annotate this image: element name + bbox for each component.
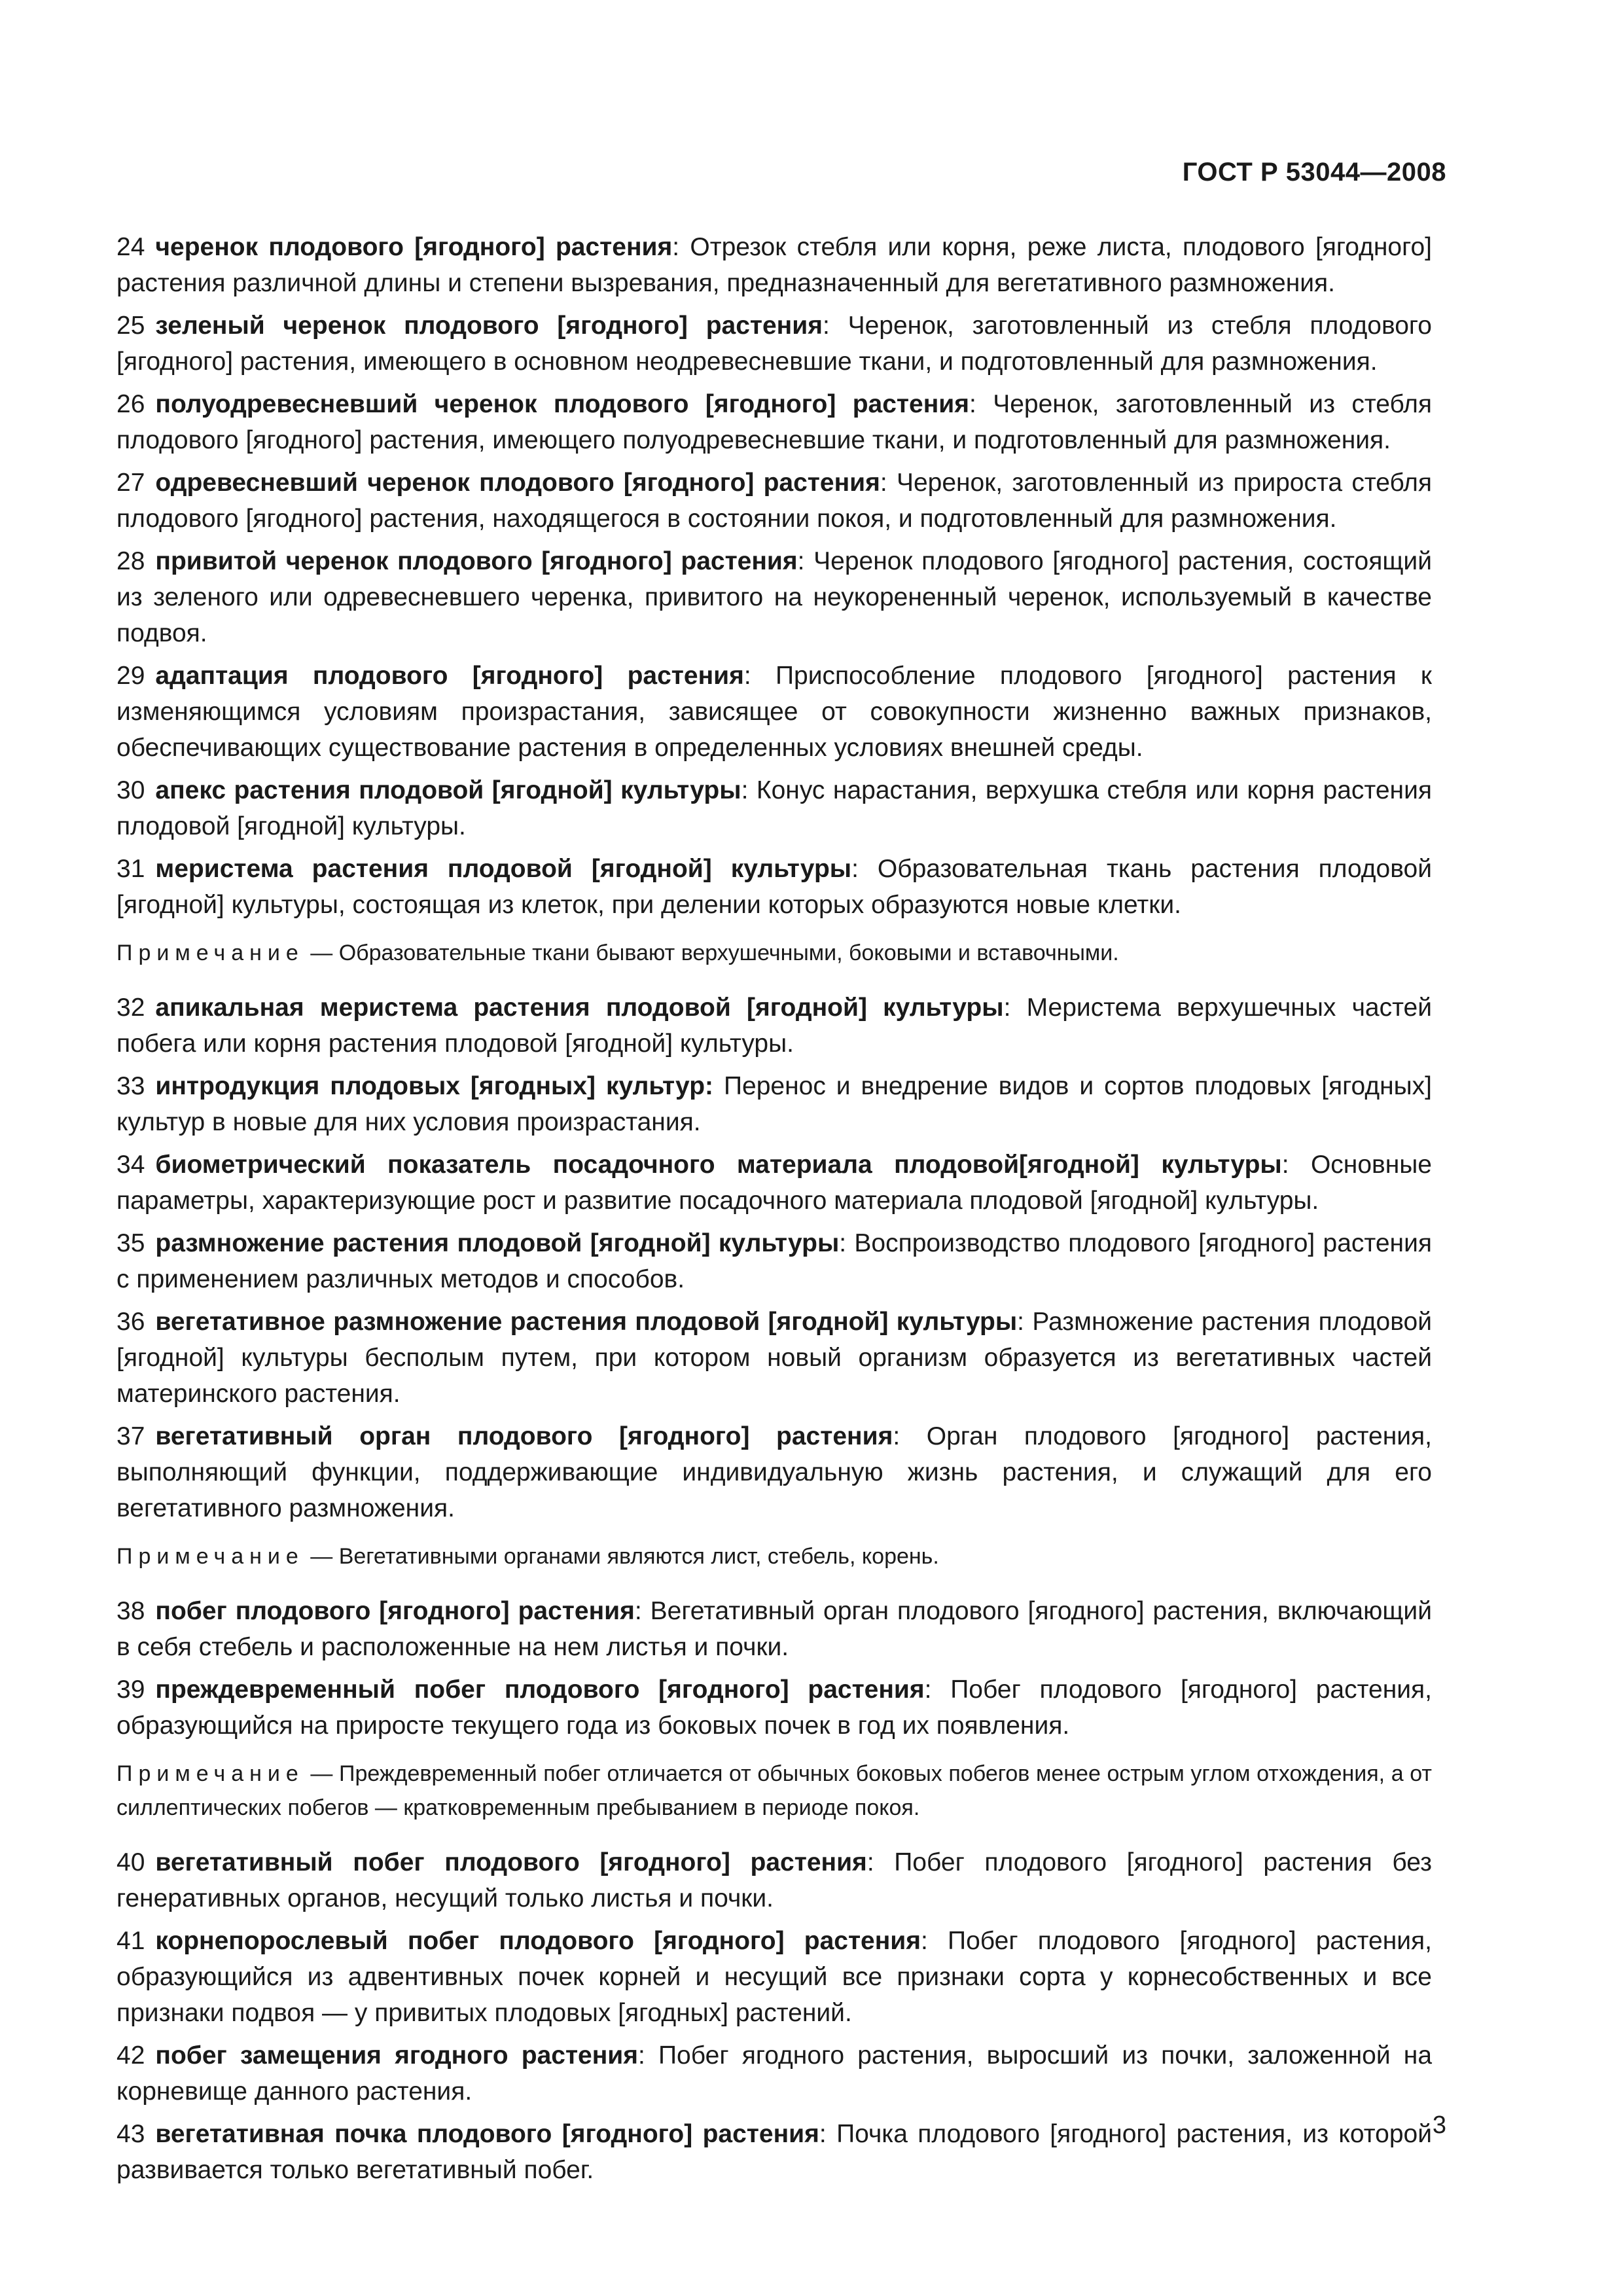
note-text: — Образовательные ткани бывают верхушечными, боковыми и вставочными. xyxy=(304,941,1119,965)
term-entry xyxy=(116,772,1432,844)
term-name: вегетативный побег плодового [ягодного] растения xyxy=(155,1848,867,1876)
term-entry xyxy=(116,990,1432,1062)
term-entry xyxy=(116,2037,1432,2109)
term-number: 37 xyxy=(116,1422,145,1450)
note-text: — Преждевременный побег отличается от обычных боковых побегов менее острым углом отхождения, а от силлептических побегов — кратковременным пребыванием в периоде покоя. xyxy=(116,1761,1432,1820)
term-definition: : Основные параметры, характеризующие рост и развитие посадочного материала плодовой [ягодной] культуры. xyxy=(116,1151,1432,1215)
term-name: интродукция плодовых [ягодных] культур: xyxy=(155,1072,714,1100)
term-number: 34 xyxy=(116,1151,145,1179)
term-definition: : Размножение растения плодовой [ягодной] культуры бесполым путем, при котором новый организм образуется из вегетативных частей материнского растения. xyxy=(116,1308,1433,1408)
term-definition: : Вегетативный орган плодового [ягодного] растения, включающий в себя стебель и расположенные на нем листья и почки. xyxy=(116,1597,1432,1661)
term-entry xyxy=(116,1672,1432,1744)
term-entry xyxy=(116,1225,1432,1297)
term-definition: : Воспроизводство плодового [ягодного] растения с применением различных методов и способов. xyxy=(116,1229,1432,1293)
term-name: зеленый черенок плодового [ягодного] растения xyxy=(155,312,823,340)
term-number: 38 xyxy=(116,1597,145,1625)
term-entry xyxy=(116,1147,1432,1219)
term-name: побег замещения ягодного растения xyxy=(155,2041,639,2070)
term-number: 26 xyxy=(116,390,145,418)
term-number: 40 xyxy=(116,1848,145,1876)
note-text: — Вегетативными органами являются лист, стебель, корень. xyxy=(304,1544,939,1569)
term-entry xyxy=(116,658,1432,766)
terms-list xyxy=(116,229,1432,2195)
note-label: Примечание xyxy=(116,1544,304,1569)
term-entry xyxy=(116,229,1432,301)
note-label: Примечание xyxy=(116,1761,304,1786)
term-entry xyxy=(116,465,1432,537)
note-entry xyxy=(116,936,1432,970)
term-number: 29 xyxy=(116,662,145,690)
note-entry xyxy=(116,1757,1432,1825)
note-entry xyxy=(116,1539,1432,1573)
term-entry xyxy=(116,1418,1432,1526)
term-name: преждевременный побег плодового [ягодного] растения xyxy=(155,1676,925,1704)
term-name: вегетативный орган плодового [ягодного] растения xyxy=(155,1422,893,1450)
term-number: 36 xyxy=(116,1308,145,1336)
term-entry xyxy=(116,1304,1432,1412)
term-name: меристема растения плодовой [ягодной] культуры xyxy=(155,855,852,883)
term-definition: : Черенок плодового [ягодного] растения, состоящий из зеленого или одревесневшего черенка, привитого на неукорененный черенок, используемый в качестве подвоя. xyxy=(116,547,1432,647)
term-name: одревесневший черенок плодового [ягодного] растения xyxy=(155,469,880,497)
term-entry xyxy=(116,1593,1432,1665)
term-entry xyxy=(116,851,1432,923)
term-name: полуодревесневший черенок плодового [ягодного] растения xyxy=(155,390,969,418)
term-definition: : Побег ягодного растения, выросший из почки, заложенной на корневище данного растения. xyxy=(116,2041,1433,2106)
term-definition: : Почка плодового [ягодного] растения, из которой развивается только вегетативный побег. xyxy=(116,2120,1432,2184)
term-entry xyxy=(116,1068,1432,1140)
term-name: апикальная меристема растения плодовой [ягодной] культуры xyxy=(155,994,1004,1022)
term-definition: : Образовательная ткань растения плодовой [ягодной] культуры, состоящая из клеток, при делении которых образуются новые клетки. xyxy=(116,855,1432,919)
term-number: 27 xyxy=(116,469,145,497)
term-name: вегетативная почка плодового [ягодного] растения xyxy=(155,2120,819,2148)
term-number: 35 xyxy=(116,1229,145,1257)
term-number: 24 xyxy=(116,233,145,261)
term-definition: : Черенок, заготовленный из прироста стебля плодового [ягодного] растения, находящегося в состоянии покоя, и подготовленный для размножения. xyxy=(116,469,1432,533)
term-definition: : Отрезок стебля или корня, реже листа, плодового [ягодного] растения различной длины и степени вызревания, предназначенный для вегетативного размножения. xyxy=(116,233,1432,297)
term-name: побег плодового [ягодного] растения xyxy=(155,1597,635,1625)
term-number: 43 xyxy=(116,2120,145,2148)
term-entry xyxy=(116,1844,1432,1916)
term-name: биометрический показатель посадочного материала плодовой[ягодной] культуры xyxy=(155,1151,1282,1179)
term-entry xyxy=(116,308,1432,380)
term-number: 25 xyxy=(116,312,145,340)
term-number: 39 xyxy=(116,1676,145,1704)
term-number: 31 xyxy=(116,855,145,883)
term-number: 32 xyxy=(116,994,145,1022)
term-definition: : Побег плодового [ягодного] растения, образующийся на приросте текущего года из боковых почек в год их появления. xyxy=(116,1676,1433,1740)
term-definition: : Черенок, заготовленный из стебля плодового [ягодного] растения, имеющего в основном неодревесневшие ткани, и подготовленный для размножения. xyxy=(116,312,1432,376)
term-number: 33 xyxy=(116,1072,145,1100)
term-entry xyxy=(116,2116,1432,2188)
term-number: 30 xyxy=(116,776,145,804)
term-name: черенок плодового [ягодного] растения xyxy=(155,233,673,261)
term-definition: : Черенок, заготовленный из стебля плодового [ягодного] растения, имеющего полуодревесневшие ткани, и подготовленный для размножения. xyxy=(116,390,1432,454)
term-name: адаптация плодового [ягодного] растения xyxy=(155,662,744,690)
term-name: корнепорослевый побег плодового [ягодного] растения xyxy=(155,1927,921,1955)
term-name: вегетативное размножение растения плодовой [ягодной] культуры xyxy=(155,1308,1018,1336)
term-definition: : Побег плодового [ягодного] растения без генеративных органов, несущий только листья и почки. xyxy=(116,1848,1432,1912)
term-definition: Перенос и внедрение видов и сортов плодовых [ягодных] культур в новые для них условия произрастания. xyxy=(116,1072,1432,1136)
term-definition: : Орган плодового [ягодного] растения, выполняющий функции, поддерживающие индивидуальную жизнь растения, и служащий для его вегетативного размножения. xyxy=(116,1422,1432,1522)
term-definition: : Меристема верхушечных частей побега или корня растения плодовой [ягодной] культуры. xyxy=(116,994,1432,1058)
page-number: 3 xyxy=(1432,2111,1446,2139)
term-number: 28 xyxy=(116,547,145,575)
term-entry xyxy=(116,1923,1432,2031)
term-number: 42 xyxy=(116,2041,145,2070)
term-name: апекс растения плодовой [ягодной] культуры xyxy=(155,776,741,804)
term-name: размножение растения плодовой [ягодной] культуры xyxy=(155,1229,840,1257)
note-label: Примечание xyxy=(116,941,304,965)
term-definition: : Конус нарастания, верхушка стебля или корня растения плодовой [ягодной] культуры. xyxy=(116,776,1432,840)
standard-code-header: ГОСТ Р 53044—2008 xyxy=(1182,158,1446,187)
term-entry xyxy=(116,386,1432,458)
term-name: привитой черенок плодового [ягодного] растения xyxy=(155,547,798,575)
term-definition: : Побег плодового [ягодного] растения, образующийся из адвентивных почек корней и несущий все признаки сорта у корнесобственных и все признаки подвоя — у привитых плодовых [ягодных] растений. xyxy=(116,1927,1433,2027)
term-definition: : Приспособление плодового [ягодного] растения к изменяющимся условиям произрастания, зависящее от совокупности жизненно важных признаков, обеспечивающих существование растения в определенных условиях внешней среды. xyxy=(116,662,1432,762)
term-number: 41 xyxy=(116,1927,145,1955)
term-entry xyxy=(116,543,1432,651)
